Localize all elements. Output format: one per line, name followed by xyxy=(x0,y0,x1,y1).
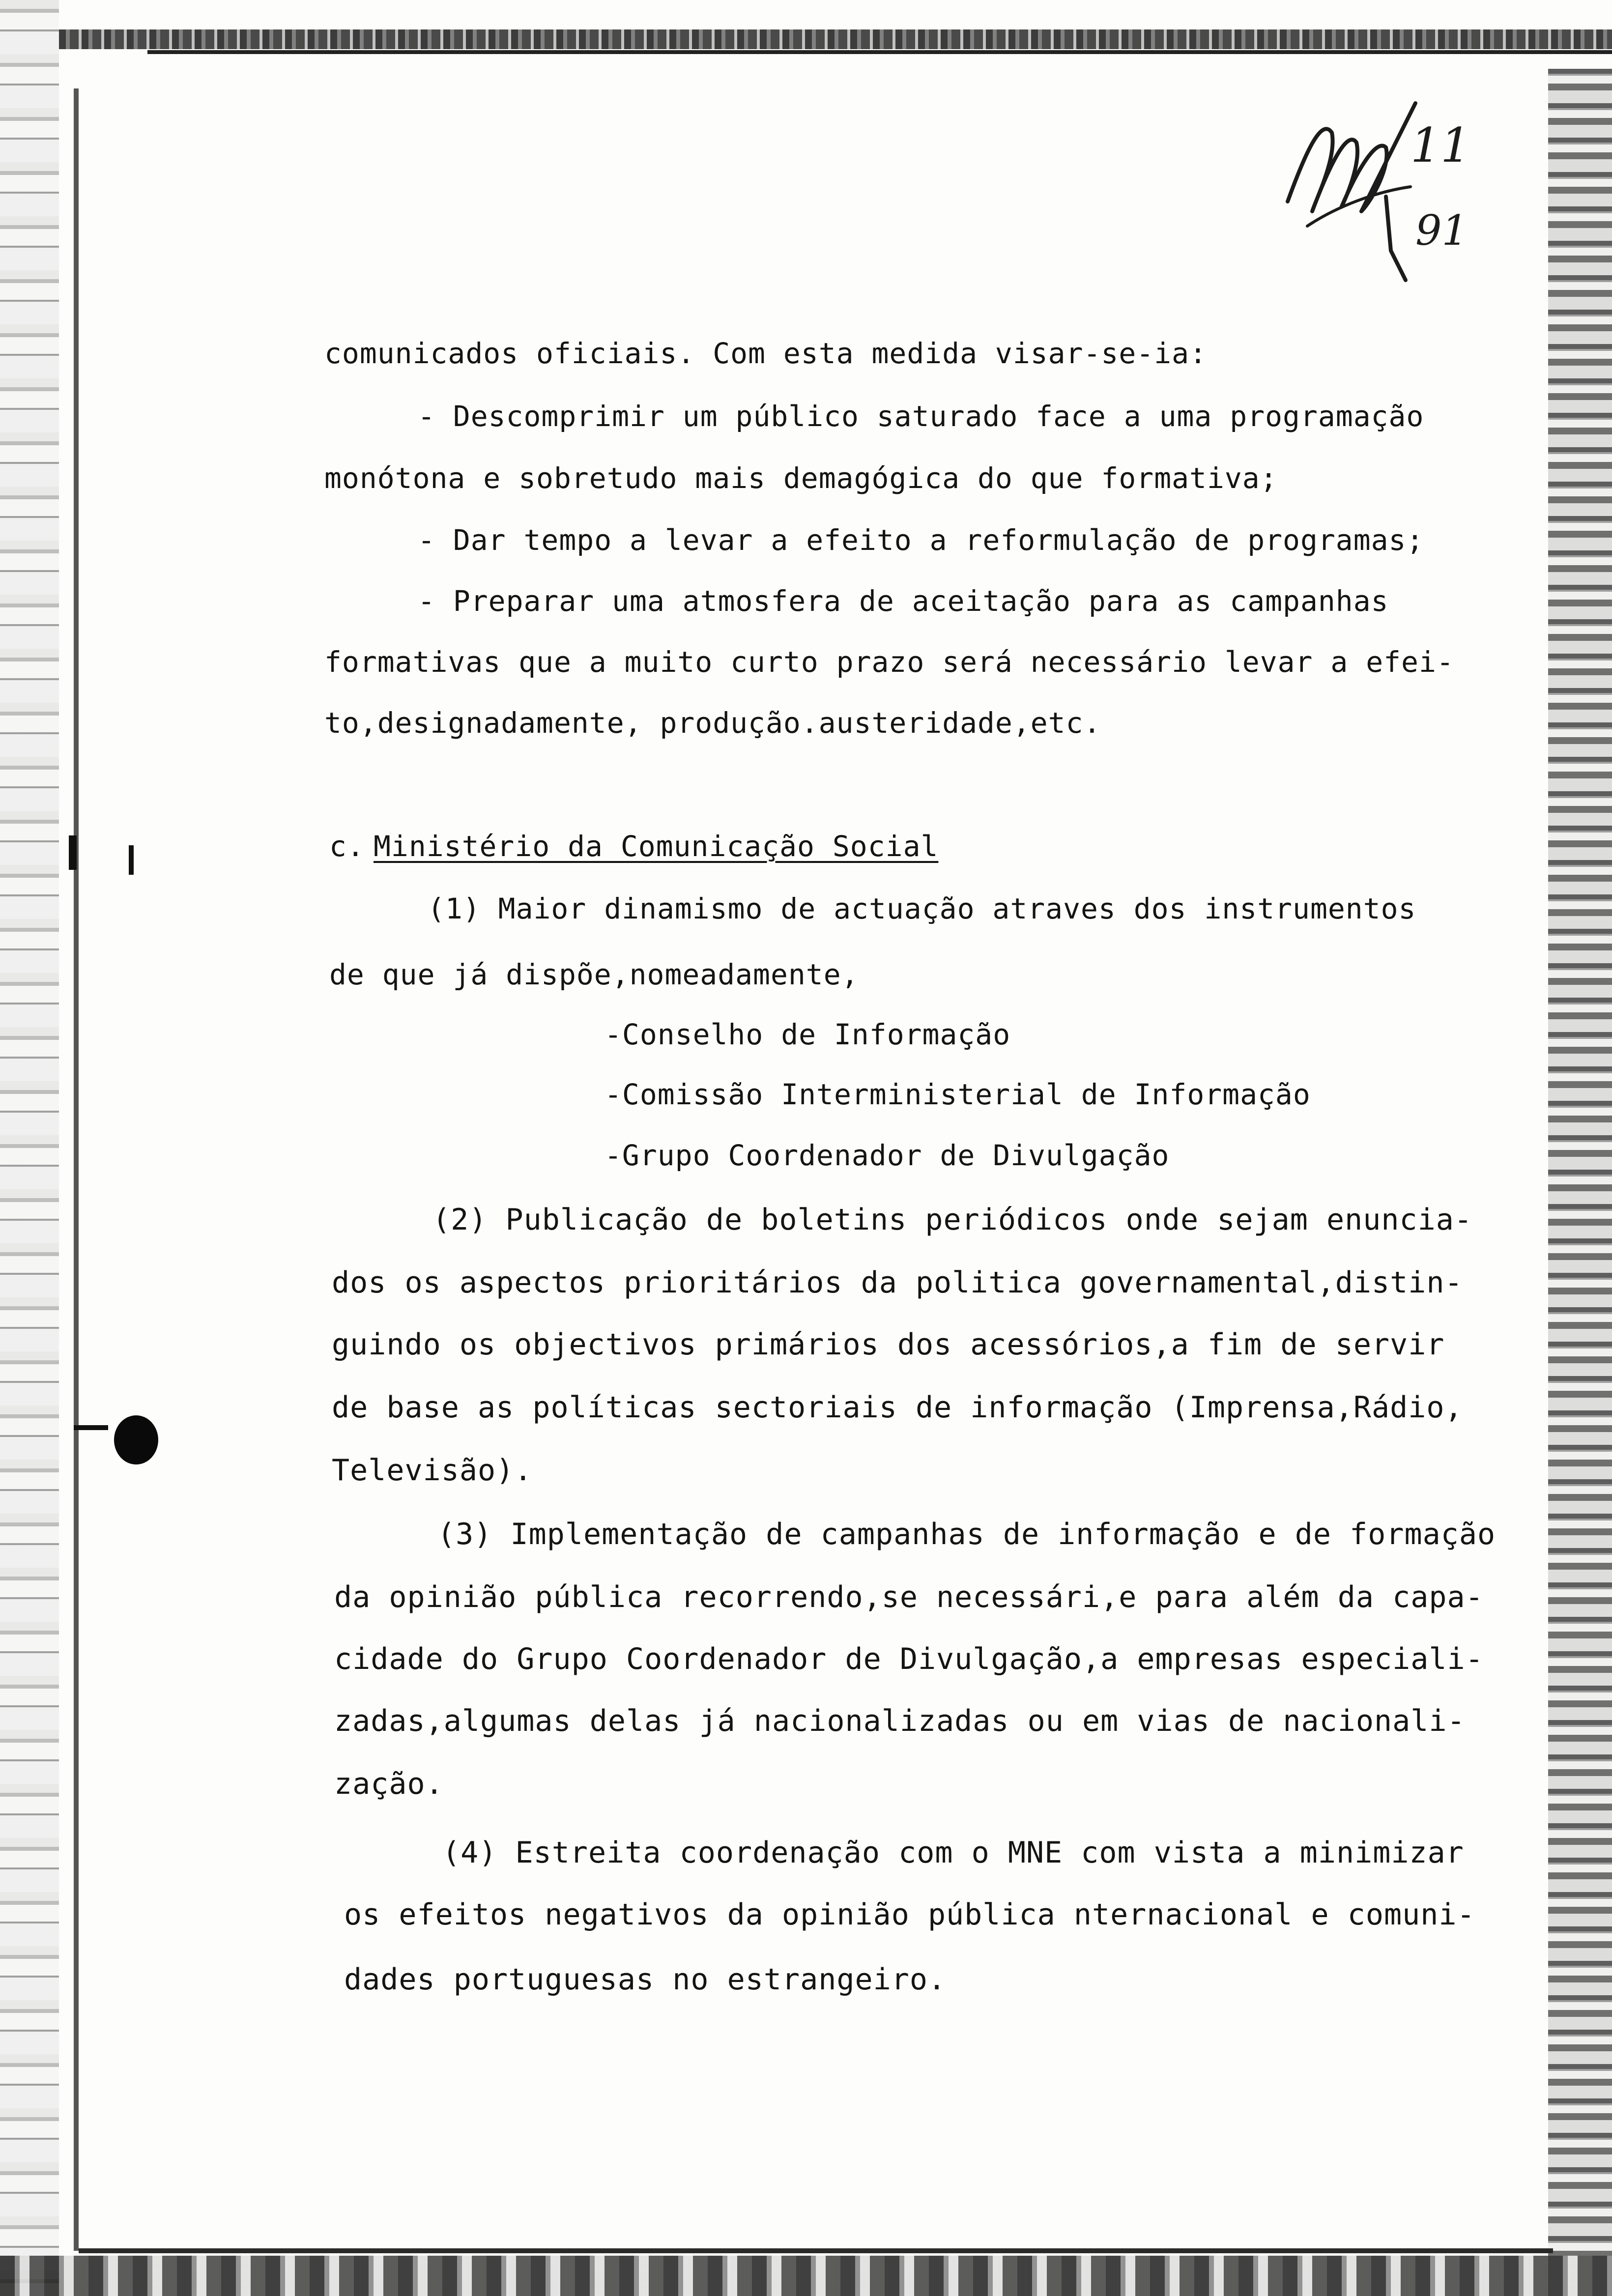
list-item-line: - Dar tempo a levar a efeito a reformulação de programas; xyxy=(418,523,1424,557)
scan-right-edge xyxy=(1548,69,1612,2256)
scan-left-border-line xyxy=(74,88,79,2251)
paragraph-line: guindo os objectivos primários dos acessórios,a fim de servir xyxy=(332,1327,1445,1362)
paragraph-line: os efeitos negativos da opinião pública nternacional e comuni- xyxy=(344,1897,1475,1932)
list-item-line: - Preparar uma atmosfera de aceitação para as campanhas xyxy=(418,584,1389,618)
paragraph-line: Televisão). xyxy=(332,1453,533,1488)
paragraph-line: (4) Estreita coordenação com o MNE com vista a minimizar xyxy=(442,1836,1464,1870)
margin-mark xyxy=(69,835,77,870)
punch-hole xyxy=(114,1415,158,1464)
paragraph-line: zadas,algumas delas já nacionalizadas ou em vias de nacionali- xyxy=(334,1704,1466,1738)
paragraph-line: dos os aspectos prioritários da politica governamental,distin- xyxy=(332,1265,1463,1300)
handwritten-page-number: 11 xyxy=(1410,118,1471,173)
section-heading: Ministério da Comunicação Social xyxy=(374,830,939,863)
text-line: comunicados oficiais. Com esta medida visar-se-ia: xyxy=(324,337,1207,370)
scan-bottom-edge xyxy=(0,2256,1612,2296)
list-item: -Comissão Interministerial de Informação xyxy=(604,1078,1311,1111)
paragraph-line: (3) Implementação de campanhas de informação e de formação xyxy=(437,1517,1496,1551)
section-marker: c. xyxy=(329,830,365,863)
handwritten-folio-number: 91 xyxy=(1415,206,1468,255)
punch-hole-mark xyxy=(74,1425,108,1430)
handwritten-tick xyxy=(1381,192,1410,290)
scan-bottom-border-line xyxy=(79,2248,1553,2253)
paragraph-line: da opinião pública recorrendo,se necessári,e para além da capa- xyxy=(334,1580,1484,1614)
margin-mark xyxy=(129,845,134,875)
scan-top-edge xyxy=(59,29,1612,49)
paragraph-line: (1) Maior dinamismo de actuação atraves dos instrumentos xyxy=(428,892,1416,925)
list-item-line: formativas que a muito curto prazo será necessário levar a efei- xyxy=(324,645,1454,679)
list-item: -Conselho de Informação xyxy=(604,1018,1011,1051)
list-item-line: - Descomprimir um público saturado face a uma programação xyxy=(418,400,1424,433)
list-item-line: monótona e sobretudo mais demagógica do que formativa; xyxy=(324,461,1278,495)
paragraph-line: zação. xyxy=(334,1767,444,1801)
list-item-line: to,designadamente, produção.austeridade,etc. xyxy=(324,706,1101,740)
scan-left-edge xyxy=(0,0,59,2296)
scan-top-border-line xyxy=(147,50,1612,54)
list-item: -Grupo Coordenador de Divulgação xyxy=(604,1139,1170,1172)
paragraph-line: (2) Publicação de boletins periódicos onde sejam enuncia- xyxy=(432,1203,1473,1237)
paragraph-line: dades portuguesas no estrangeiro. xyxy=(344,1962,947,1997)
paragraph-line: de base as políticas sectoriais de informação (Imprensa,Rádio, xyxy=(332,1390,1463,1425)
paragraph-line: cidade do Grupo Coordenador de Divulgação,a empresas especiali- xyxy=(334,1642,1484,1676)
paragraph-line: de que já dispõe,nomeadamente, xyxy=(329,958,859,991)
